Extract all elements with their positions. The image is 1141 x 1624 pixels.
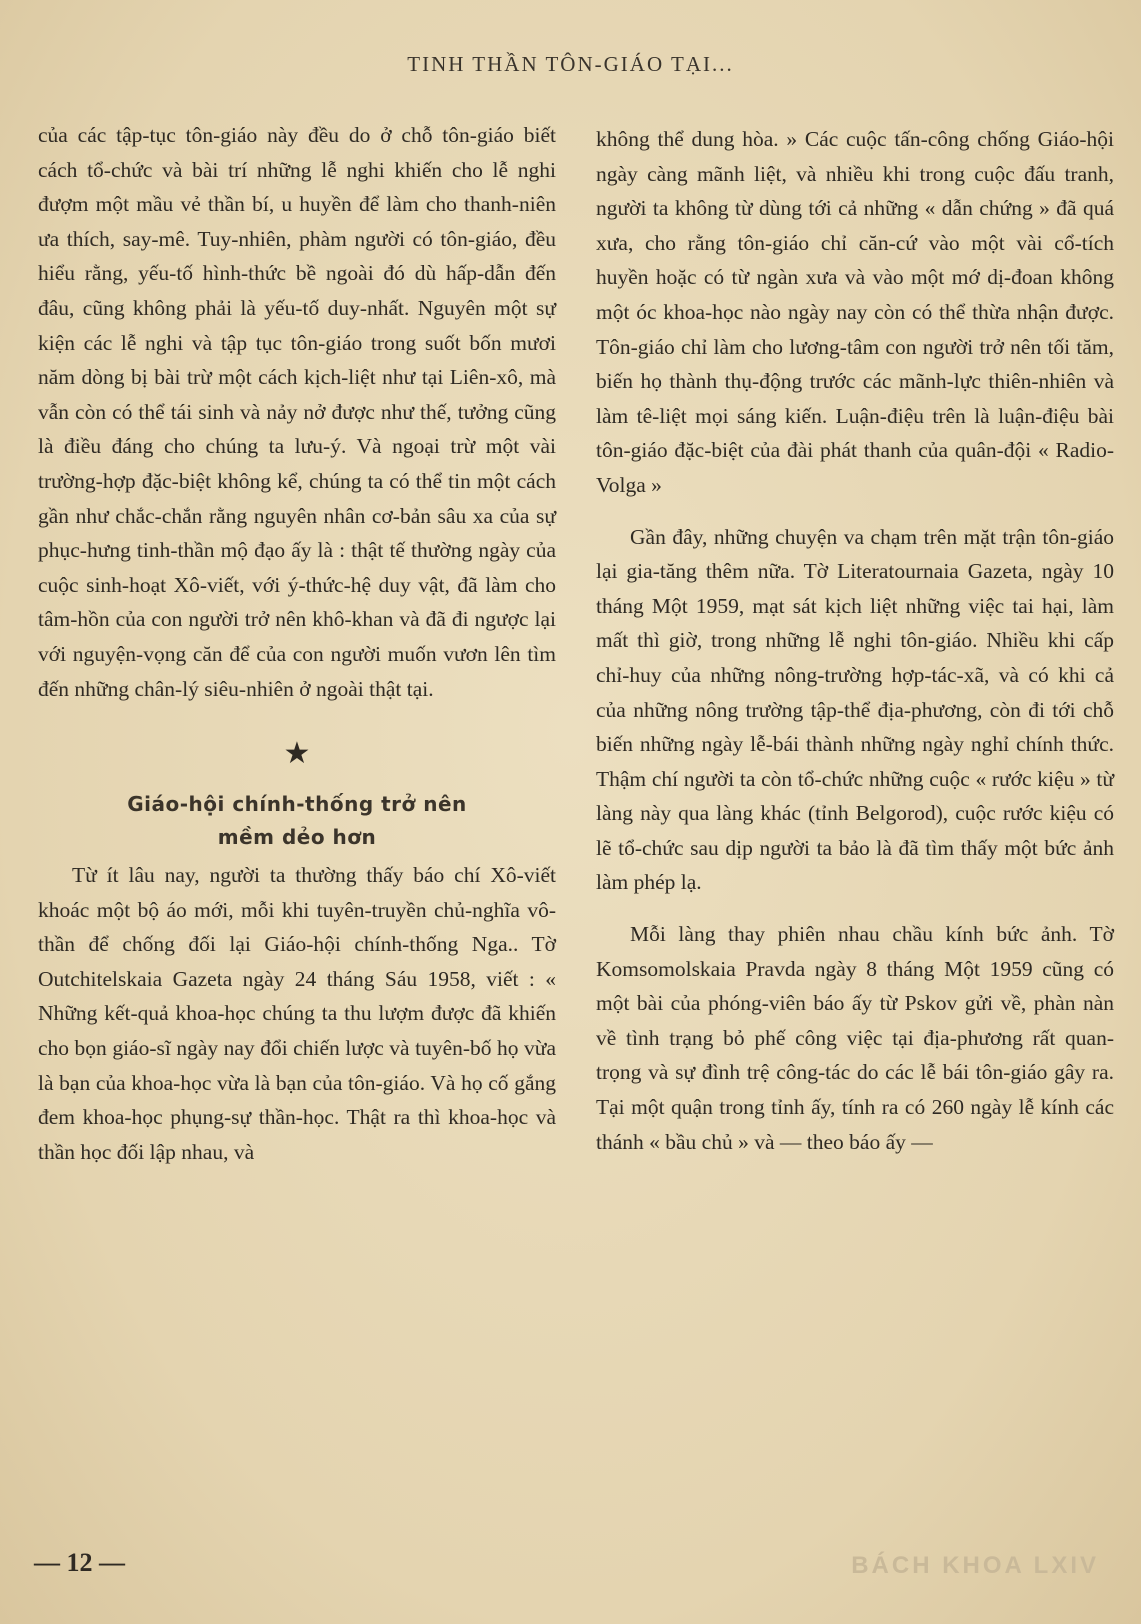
right-column bbox=[596, 122, 1114, 1159]
left-paragraph-2: Từ ít lâu nay, người ta thường thấy báo chí Xô-viết khoác một bộ áo mới, mỗi khi tuyên-truyền chủ-nghĩa vô-thần để chống đối lại Giáo-hội chính-thống Nga.. Tờ Outchitelskaia Gazeta ngày 24 tháng Sáu 1958, viết : « Những kết-quả khoa-học chúng ta thu lượm được đã khiến cho bọn giáo-sĩ ngày nay đổi chiến lược và tuyên-bố họ vừa là bạn của khoa-học vừa là bạn của tôn-giáo. Và họ cố gắng đem khoa-học phụng-sự thần-học. Thật ra thì khoa-học và thần học đối lập nhau, và bbox=[38, 863, 556, 1164]
right-paragraph-2: Gần đây, những chuyện va chạm trên mặt trận tôn-giáo lại gia-tăng thêm nữa. Tờ Literatournaia Gazeta, ngày 10 tháng Một 1959, mạt sát kịch liệt những việc tai hại, làm mất thì giờ, trong những lễ nghi tôn-giáo. Nhiều khi cấp chỉ-huy của những nông-trường hợp-tác-xã, và có khi cả của những nông trường tập-thể địa-phương, còn đi tới chỗ biến những ngày lễ-bái thành những ngày nghỉ chính thức. Thậm chí người ta còn tổ-chức những cuộc « rước kiệu » từ làng này qua làng khác (tỉnh Belgorod), cuộc rước kiệu có lẽ tổ-chức sau dịp người ta bảo là đã tìm thấy một bức ảnh làm phép lạ. bbox=[596, 524, 1114, 895]
section-heading-line-1: Giáo-hội chính-thống trở nên bbox=[127, 792, 467, 817]
magazine-name: BÁCH KHOA LXIV bbox=[851, 1552, 1099, 1579]
star-separator-icon: ★ bbox=[283, 737, 311, 771]
right-paragraph-3: Mỗi làng thay phiên nhau chầu kính bức ảnh. Tờ Komsomolskaia Pravda ngày 8 tháng Một 1959 cũng có một bài của phóng-viên báo ấy từ Pskov gửi về, phàn nàn về tình trạng bỏ phế công việc tại địa-phương rất quan-trọng và sự đình trệ công-tác do các lễ bái tôn-giáo gây ra. Tại một quận trong tỉnh ấy, tính ra có 260 ngày lễ kính các thánh « bầu chủ » và — theo báo ấy — bbox=[596, 922, 1114, 1154]
section-heading bbox=[38, 788, 556, 854]
page-number: — 12 — bbox=[34, 1548, 125, 1577]
section-heading-line-2: mềm dẻo hơn bbox=[217, 825, 377, 850]
running-head-title: TINH THẦN TÔN-GIÁO TẠI... bbox=[407, 52, 734, 76]
left-column bbox=[38, 118, 556, 1169]
left-paragraph-1: của các tập-tục tôn-giáo này đều do ở chỗ tôn-giáo biết cách tổ-chức và bài trí những lễ nghi khiến cho lễ nghi đượm một mầu vẻ thần bí, u huyền để làm cho thanh-niên ưa thích, say-mê. Tuy-nhiên, phàm người có tôn-giáo, đều hiểu rằng, yếu-tố hình-thức bề ngoài đó dù hấp-dẫn đến đâu, cũng không phải là yếu-tố duy-nhất. Nguyên một sự kiện các lễ nghi và tập tục tôn-giáo trong suốt bốn mươi năm dòng bị bài trừ một cách kịch-liệt như tại Liên-xô, mà vẫn còn có thể tái sinh và nảy nở được như thế, tưởng cũng là điều đáng cho chúng ta lưu-ý. Và ngoại trừ một vài trường-hợp đặc-biệt không kể, chúng ta có thể tin một cách gần như chắc-chắn rằng nguyên nhân cơ-bản sâu xa của sự phục-hưng tinh-thần mộ đạo ấy là : thật tế thường ngày của cuộc sinh-hoạt Xô-viết, với ý-thức-hệ duy vật, đã làm cho tâm-hồn của con người trở nên khô-khan và đã đi ngược lại với nguyện-vọng căn để của con người muốn vươn lên tìm đến những chân-lý siêu-nhiên ở ngoài thật tại. bbox=[38, 123, 556, 701]
right-paragraph-1: không thể dung hòa. » Các cuộc tấn-công chống Giáo-hội ngày càng mãnh liệt, và nhiều khi trong cuộc đấu tranh, người ta không từ dùng tới cả những « dẫn chứng » đã quá xưa, cho rằng tôn-giáo chỉ căn-cứ vào một vài cổ-tích huyền hoặc có từ ngàn xưa và vào một mớ dị-đoan không một óc khoa-học nào ngày nay còn có thể thừa nhận được. Tôn-giáo chỉ làm cho lương-tâm con người trở nên tối tăm, biến họ thành thụ-động trước các mãnh-lực thiên-nhiên và làm tê-liệt mọi sáng kiến. Luận-điệu trên là luận-điệu bài tôn-giáo đặc-biệt của đài phát thanh của quân-đội « Radio-Volga » bbox=[596, 127, 1114, 497]
